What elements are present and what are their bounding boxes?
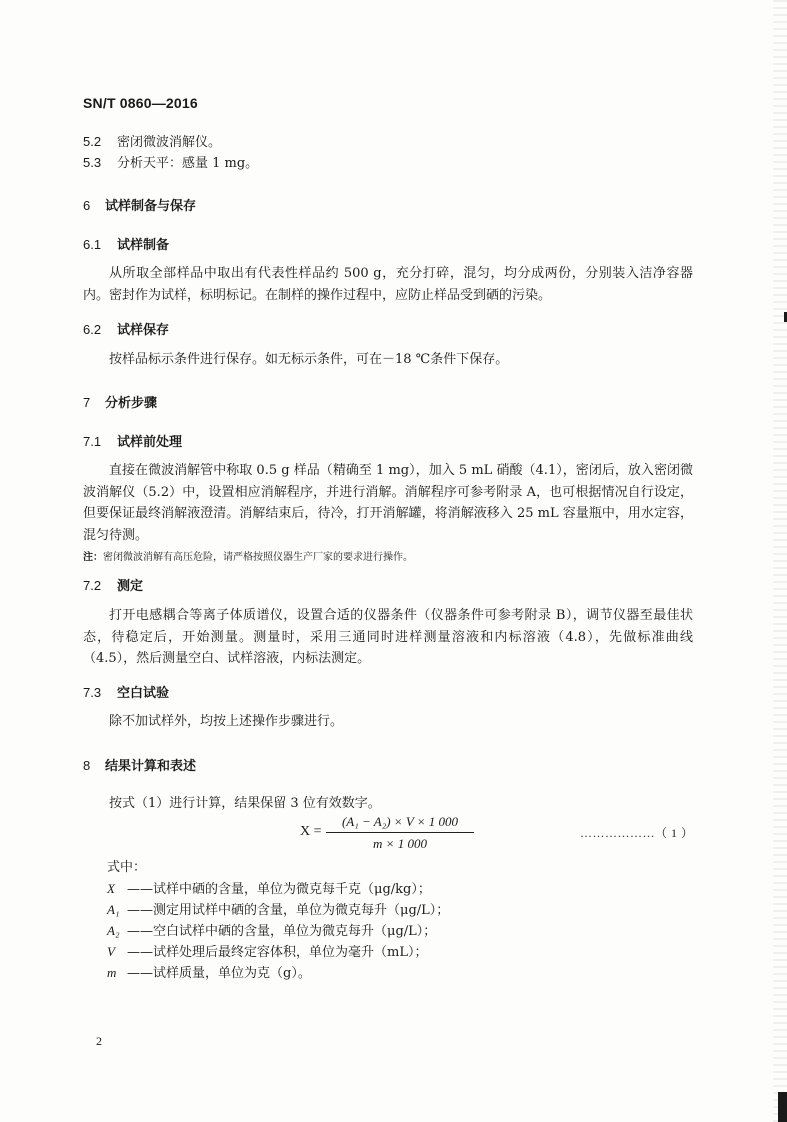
formula-denominator: m × 1 000: [373, 836, 427, 851]
heading-title: 试样制备与保存: [105, 199, 197, 214]
heading-title: 空白试验: [117, 686, 170, 701]
paragraph-7-2: 打开电感耦合等离子体质谱仪，设置合适的仪器条件（仪器条件可参考附录 B），调节仪器至最佳状态，待稳定后，开始测量。测量时，采用三通同时进样测量溶液和内标溶液（4.8），先做标准曲线（4.5），然后测量空白、试样溶液，内标法测定。: [83, 608, 693, 666]
note-text: 密闭微波消解有高压危险，请严格按照仪器生产厂家的要求进行操作。: [103, 552, 413, 563]
item-text: 分析天平：感量 1 mg。: [117, 156, 259, 171]
item-number: 5.3: [83, 155, 102, 170]
definition-v: [107, 941, 427, 960]
heading-title: 测定: [117, 579, 144, 594]
heading-number: 6.2: [83, 322, 102, 337]
scan-edge: [773, 0, 787, 1122]
formula-fraction: [326, 814, 474, 852]
definition-x: [107, 878, 431, 897]
heading-8: [83, 755, 196, 774]
heading-6-2: [83, 319, 169, 338]
variable-symbol: A₁: [107, 902, 120, 917]
variable-description: ——试样中硒的含量，单位为微克每千克（μg/kg）；: [127, 882, 431, 897]
variable-description: ——试样处理后最终定容体积，单位为毫升（mL）；: [127, 945, 428, 960]
heading-number: 6: [83, 198, 91, 213]
heading-6: [83, 195, 196, 214]
variable-description: ——试样质量，单位为克（g）。: [127, 966, 311, 981]
heading-title: 结果计算和表述: [105, 759, 197, 774]
standard-number: SN/T 0860—2016: [83, 95, 198, 111]
item-5-3: [83, 152, 258, 171]
variable-description: ——空白试样中硒的含量，单位为微克每升（μg/L）；: [127, 924, 437, 939]
heading-number: 8: [83, 758, 91, 773]
heading-number: 7.3: [83, 685, 102, 700]
variable-symbol: V: [107, 944, 115, 959]
heading-number: 7.2: [83, 578, 102, 593]
scan-corner-mark: [778, 1092, 787, 1122]
formula-lhs: X =: [300, 824, 322, 839]
page-number: 2: [96, 1034, 102, 1048]
heading-number: 7.1: [83, 434, 102, 449]
variable-symbol: A₂: [107, 923, 120, 938]
definition-a2: [107, 920, 436, 939]
heading-title: 试样制备: [117, 238, 170, 253]
variable-description: ——测定用试样中硒的含量，单位为微克每升（μg/L）；: [127, 903, 450, 918]
paragraph-6-1: 从所取全部样品中取出有代表性样品约 500 g，充分打碎，混匀，均分成两份，分别装入洁净容器内。密封作为试样，标明标记。在制样的操作过程中，应防止样品受到硒的污染。: [83, 266, 693, 303]
variable-symbol: m: [107, 965, 117, 980]
fraction-bar: [326, 832, 474, 833]
definition-a1: [107, 899, 449, 918]
heading-number: 6.1: [83, 237, 102, 252]
paragraph-7-1: 直接在微波消解管中称取 0.5 g 样品（精确至 1 mg），加入 5 mL 硝酸（4.1），密闭后，放入密闭微波消解仪（5.2）中，设置相应消解程序，并进行消解。消解程序可参考附录 A，也可根据情况自行设定，但要保证最终消解液澄清。消解结束后，待冷，打开消解罐，将消解液移入 25 mL 容量瓶中，用水定容，混匀待测。: [83, 463, 693, 543]
note-7-1: [83, 548, 413, 563]
heading-title: 试样前处理: [117, 435, 183, 450]
paragraph-8-intro: 按式（1）进行计算，结果保留 3 位有效数字。: [109, 796, 381, 811]
item-text: 密闭微波消解仪。: [117, 135, 222, 150]
note-label: 注：: [83, 552, 103, 563]
formula-numerator: (A₁ − A₂) × V × 1 000: [341, 814, 459, 829]
definition-m: [107, 962, 311, 981]
equation-number: ………………（ 1 ）: [580, 826, 694, 840]
heading-title: 试样保存: [117, 323, 170, 338]
heading-7-1: [83, 431, 182, 450]
item-number: 5.2: [83, 134, 102, 149]
paragraph-7-3: 除不加试样外，均按上述操作步骤进行。: [109, 714, 344, 729]
variable-symbol: X: [107, 881, 115, 896]
heading-7-3: [83, 682, 169, 701]
where-label: 式中：: [107, 860, 147, 875]
heading-title: 分析步骤: [105, 396, 158, 411]
heading-7: [83, 392, 157, 411]
item-5-2: [83, 131, 221, 150]
heading-6-1: [83, 234, 169, 253]
paragraph-6-2: 按样品标示条件进行保存。如无标示条件，可在－18 ℃条件下保存。: [109, 352, 509, 367]
heading-7-2: [83, 575, 143, 594]
heading-number: 7: [83, 395, 91, 410]
